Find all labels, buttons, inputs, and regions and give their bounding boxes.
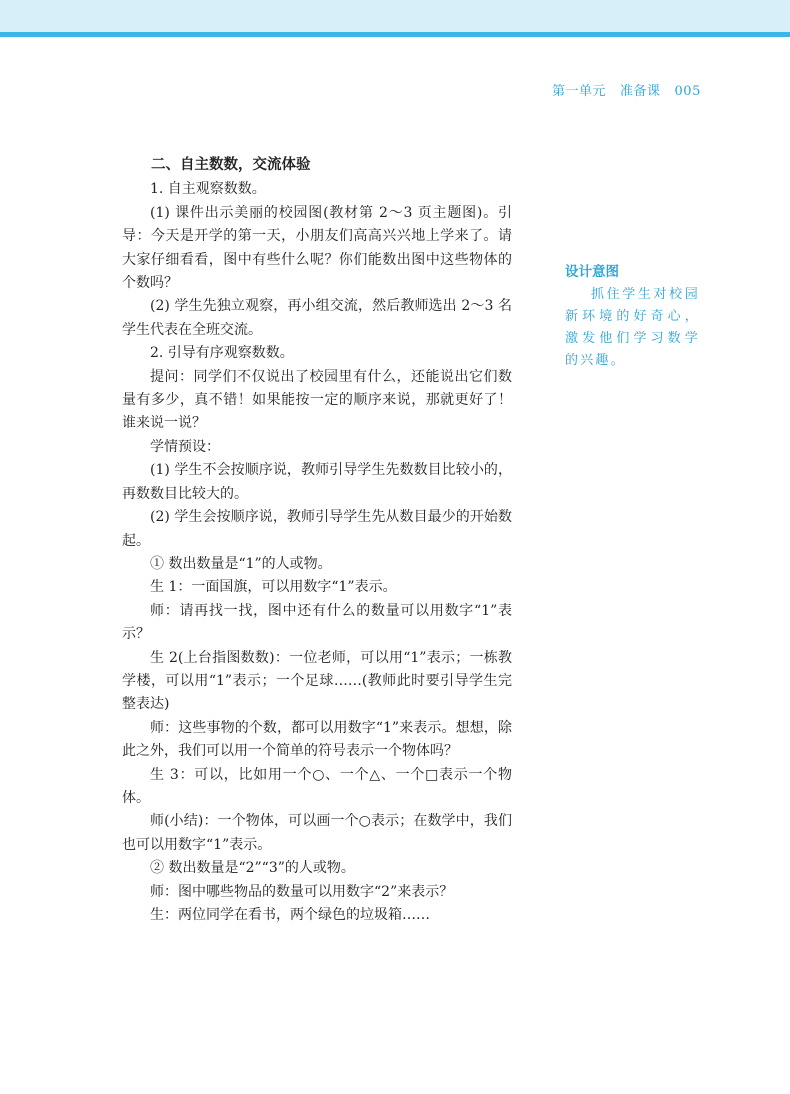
paragraph: (1) 课件出示美丽的校园图(教材第 2～3 页主题图)。引导：今天是开学的第一天，小朋友们高高兴兴地上学来了。请大家仔细看看，图中有些什么呢？你们能数出图中这些物体的个数吗？ bbox=[122, 204, 512, 292]
paragraph: 师：请再找一找，图中还有什么的数量可以用数字“1”表示？ bbox=[122, 602, 512, 643]
main-content bbox=[122, 154, 512, 927]
lesson-label: 准备课 bbox=[620, 84, 661, 99]
paragraph: 学情预设： bbox=[150, 438, 220, 455]
paragraph: (1) 学生不会按顺序说，教师引导学生先数数目比较小的，再数数目比较大的。 bbox=[122, 462, 512, 502]
paragraph: 生：两位同学在看书，两个绿色的垃圾箱…… bbox=[150, 907, 430, 923]
paragraph: 师(小结)：一个物体，可以画一个○表示；在数学中，我们也可以用数字“1”表示。 bbox=[122, 813, 512, 853]
paragraph: (2) 学生会按顺序说，教师引导学生先从数目最少的开始数起。 bbox=[122, 509, 512, 549]
unit-label: 第一单元 bbox=[552, 84, 607, 99]
paragraph: 生 2(上台指图数数)：一位老师，可以用“1”表示；一栋教学楼，可以用“1”表示；一个足球……(教师此时要引导学生完整表达) bbox=[122, 649, 512, 713]
paragraph: (2) 学生先独立观察，再小组交流，然后教师选出 2～3 名学生代表在全班交流。 bbox=[122, 298, 512, 338]
running-header bbox=[552, 80, 701, 99]
paragraph: ② 数出数量是“2”“3”的人或物。 bbox=[150, 860, 355, 877]
paragraph: 提问：同学们不仅说出了校园里有什么，还能说出它们数量有多少，真不错！如果能按一定的顺序来说，那就更好了！谁来说一说？ bbox=[122, 368, 512, 432]
paragraph: 2. 引导有序观察数数。 bbox=[150, 345, 294, 362]
paragraph: ① 数出数量是“1”的人或物。 bbox=[150, 555, 332, 572]
paragraph: 生 1：一面国旗，可以用数字“1”表示。 bbox=[150, 579, 397, 596]
paragraph: 1. 自主观察数数。 bbox=[150, 181, 266, 198]
header-rule bbox=[0, 32, 790, 37]
paragraph: 师：图中哪些物品的数量可以用数字“2”来表示？ bbox=[150, 883, 454, 900]
section-title: 二、自主数数，交流体验 bbox=[151, 157, 311, 173]
page-number: 005 bbox=[674, 84, 701, 99]
paragraph: 师：这些事物的个数，都可以用数字“1”来表示。想想，除此之外，我们可以用一个简单的符号表示一个物体吗？ bbox=[122, 719, 512, 760]
paragraph: 生 3：可以，比如用一个○、一个△、一个□表示一个物体。 bbox=[122, 766, 512, 806]
sidebar-title: 设计意图 bbox=[565, 264, 619, 280]
design-intent-sidebar bbox=[565, 260, 700, 372]
sidebar-text: 抓住学生对校园新环境的好奇心，激发他们学习数学的兴趣。 bbox=[565, 287, 700, 368]
header-band bbox=[0, 0, 790, 32]
